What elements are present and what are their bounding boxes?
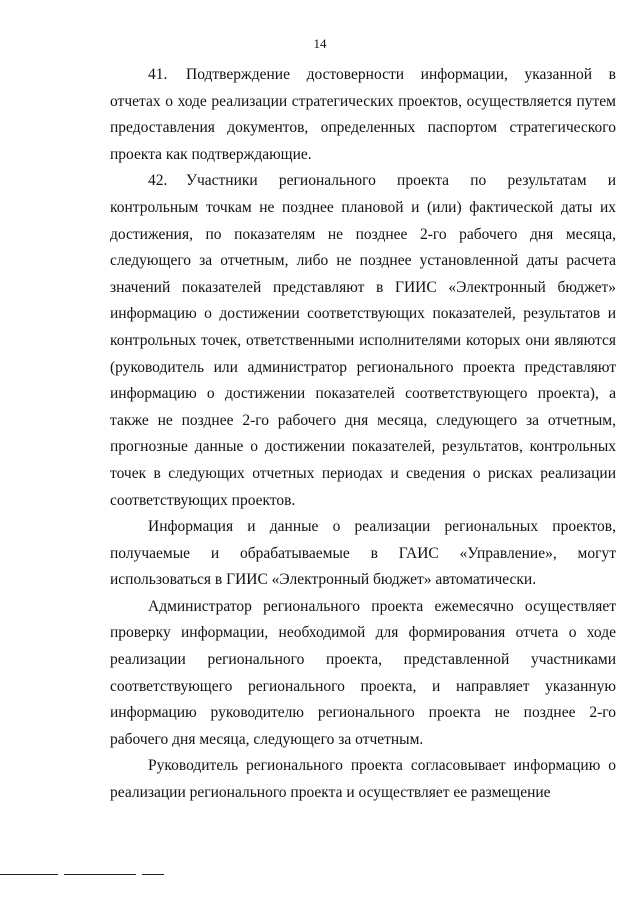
footer-rule (0, 874, 58, 875)
document-body (110, 62, 616, 807)
paragraph-text: Администратор регионального проекта ежемесячно осуществляет проверку информации, необходимой для формирования отчета о ходе реализации регионального проекта, представленной участниками соответствующего регионального проекта, и направляет указанную информацию руководителю регионального проекта не позднее 2-го рабочего дня месяца, следующего за отчетным. (110, 597, 616, 748)
footer-rule (64, 874, 136, 875)
paragraph-text: Руководитель регионального проекта согласовывает информацию о реализации регионального проекта и осуществляет ее размещение (110, 757, 616, 802)
paragraph-text: Подтверждение достоверности информации, указанной в отчетах о ходе реализации стратегических проектов, осуществляется путем предоставления документов, определенных паспортом стратегического проекта как подтверждающие. (110, 66, 616, 163)
paragraph-information-data (110, 514, 616, 594)
paragraph-number: 41. (148, 66, 168, 83)
paragraph-41 (110, 62, 616, 168)
paragraph-42 (110, 168, 616, 514)
page-number: 14 (313, 36, 327, 51)
paragraph-text: Участники регионального проекта по результатам и контрольным точкам не позднее плановой и (или) фактической даты их достижения, по показателям не позднее 2-го рабочего дня месяца, следующего за отчетным, либо не позднее установленной даты расчета значений показателей представляют в ГИИС «Электронный бюджет» информацию о достижении соответствующих показателей, результатов и контрольных точек, ответственными исполнителями которых они являются (руководитель или администратор регионального проекта представляют информацию о достижении показателей соответствующего проекта), а также не позднее 2-го рабочего дня месяца, следующего за отчетным, прогнозные данные о достижении показателей, результатов, контрольных точек в следующих отчетных периодах и сведения о рисках реализации соответствующих проектов. (110, 172, 616, 509)
paragraph-administrator (110, 594, 616, 754)
paragraph-number: 42. (148, 172, 168, 190)
paragraph-text: Информация и данные о реализации региональных проектов, получаемые и обрабатываемые в ГАИС «Управление», могут использоваться в ГИИС «Электронный бюджет» автоматически. (110, 518, 616, 589)
footer-rule (142, 874, 164, 875)
paragraph-head (110, 753, 616, 806)
